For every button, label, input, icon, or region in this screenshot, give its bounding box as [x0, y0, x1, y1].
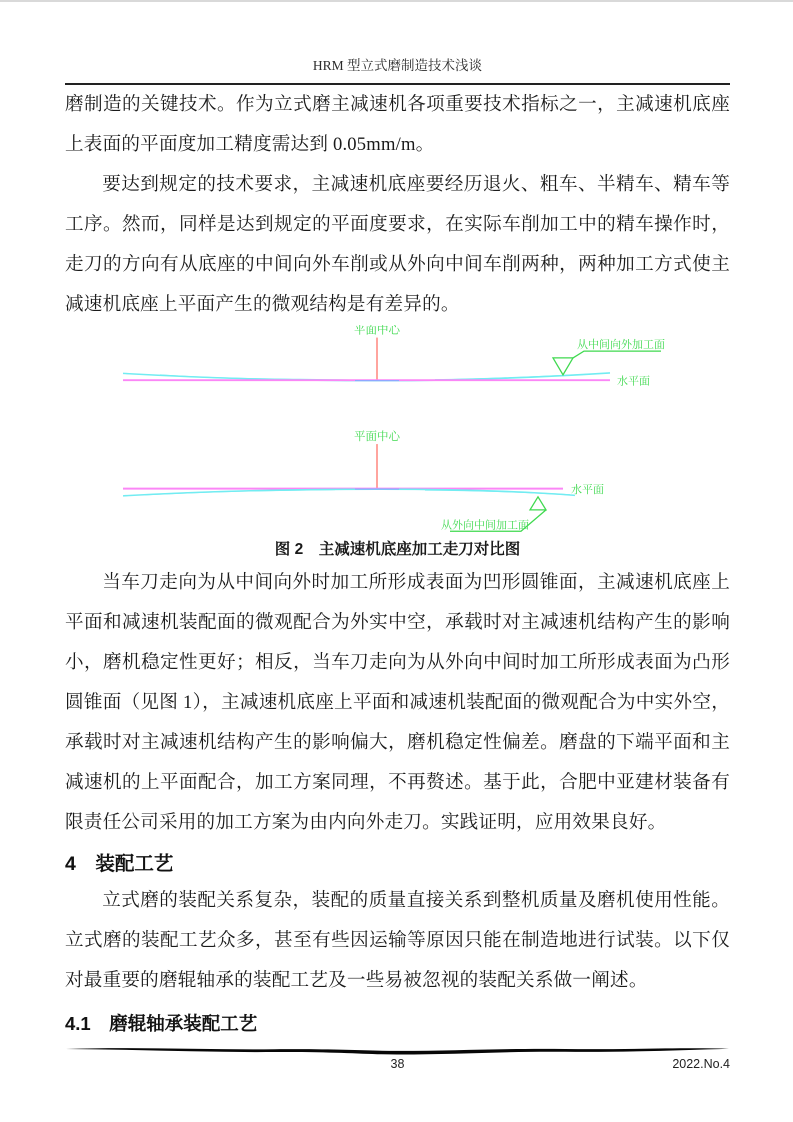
- machining-direction-label-top: 从中间向外加工面: [577, 339, 665, 352]
- surface-finish-symbol-top: [553, 358, 573, 375]
- plane-center-label-bottom: 平面中心: [354, 431, 400, 444]
- toolpath-comparison-diagram: [65, 325, 730, 537]
- page-footer: [65, 1044, 730, 1075]
- issue-label: 2022.No.4: [672, 1057, 730, 1071]
- plane-center-label-top: 平面中心: [354, 325, 400, 337]
- footer-text-row: [65, 1057, 730, 1075]
- paragraph-comparison: 当车刀走向为从中间向外时加工所形成表面为凹形圆锥面，主减速机底座上平面和减速机装配面的微观配合为外实中空，承载时对主减速机结构产生的影响小，磨机稳定性更好；相反，当车刀走向为从外向中间时加工所形成表面为凸形圆锥面（见图 1），主减速机底座上平面和减速机装配面的微观配合为中实外空，承载时对主减速机结构产生的影响偏大，磨机稳定性偏差。磨盘的下端平面和主减速机的上平面配合，加工方案同理，不再赘述。基于此，合肥中亚建材装备有限责任公司采用的加工方案为由内向外走刀。实践证明，应用效果良好。: [65, 572, 730, 833]
- figure-caption: 图 2 主减速机底座加工走刀对比图: [274, 541, 521, 558]
- section-heading-4: 4 装配工艺: [65, 853, 174, 875]
- footer-divider-line: [65, 1044, 730, 1056]
- horizontal-plane-label-bottom: 水平面: [571, 484, 604, 496]
- surface-finish-symbol-bottom: [530, 497, 546, 510]
- figure-2: [65, 325, 730, 563]
- section-heading-4-1: 4.1 磨辊轴承装配工艺: [65, 1013, 258, 1034]
- paragraph-continued: 磨制造的关键技术。作为立式磨主减速机各项重要技术指标之一，主减速机底座上表面的平面度加工精度需达到 0.05mm/m。: [65, 94, 730, 155]
- machined-surface-convex-texture: [145, 490, 570, 495]
- page-number: 38: [390, 1057, 405, 1071]
- running-header-title: HRM 型立式磨制造技术浅谈: [65, 56, 730, 85]
- paragraph-process: 要达到规定的技术要求，主减速机底座要经历退火、粗车、半精车、精车等工序。然而，同样是达到规定的平面度要求，在实际车削加工中的精车操作时，走刀的方向有从底座的中间向外车削或从外向中间车削两种，两种加工方式使主减速机底座上平面产生的微观结构是有差异的。: [65, 174, 730, 315]
- paragraph-assembly: 立式磨的装配关系复杂，装配的质量直接关系到整机质量及磨机使用性能。立式磨的装配工艺众多，甚至有些因运输等原因只能在制造地进行试装。以下仅对最重要的磨辊轴承的装配工艺及一些易被忽视的装配关系做一阐述。: [65, 890, 730, 991]
- machining-direction-label-bottom: 从外向中间加工面: [441, 519, 529, 532]
- leader-line-top: [573, 351, 661, 358]
- horizontal-plane-label-top: 水平面: [617, 375, 650, 388]
- page-content: [65, 0, 730, 1039]
